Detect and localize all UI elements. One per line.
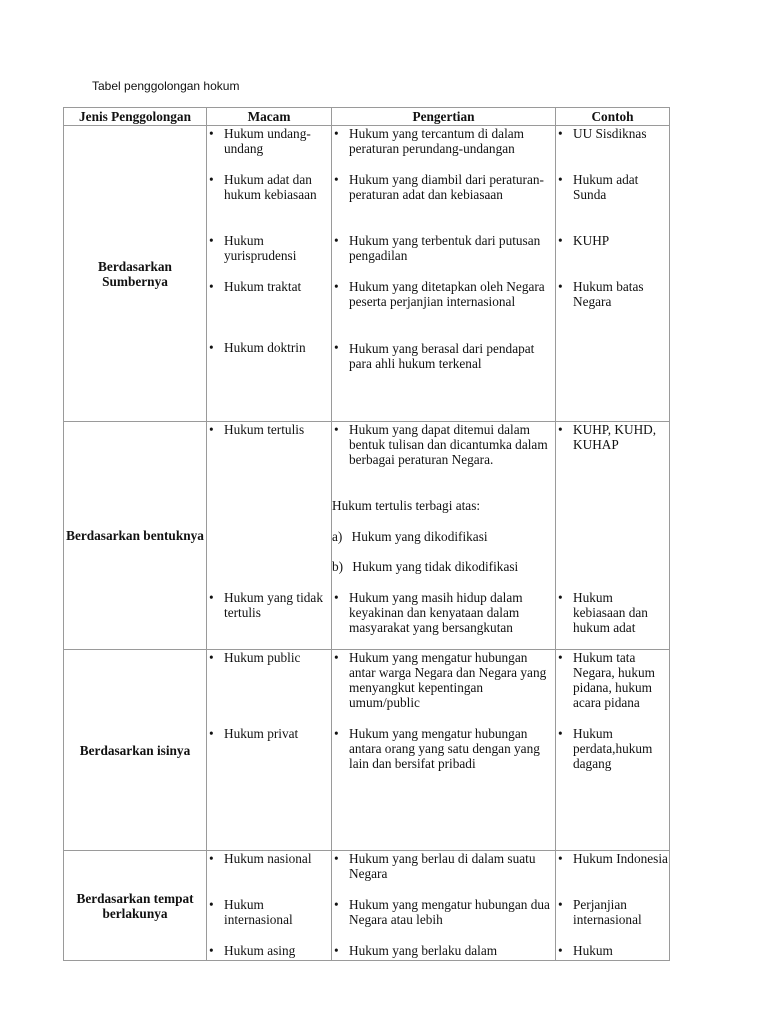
- list-item: • Hukum internasional: [207, 897, 330, 943]
- pengertian-cell: [332, 422, 556, 650]
- note-item: [332, 559, 554, 590]
- list-item: • Hukum nasional: [207, 851, 330, 897]
- list-item: • Hukum kebiasaan dan hukum adat: [556, 590, 668, 635]
- note-marker: a): [332, 529, 343, 544]
- contoh-cell: [556, 851, 670, 961]
- list-item: • Hukum yang berasal dari pendapat para ahli hukum terkenal: [332, 340, 554, 371]
- list-item: • Hukum yang dapat ditemui dalam bentuk tulisan dan dicantumka dalam berbagai peraturan Negara.: [332, 422, 554, 498]
- contoh-cell: [556, 126, 670, 422]
- list-item: • Hukum privat: [207, 726, 330, 741]
- list-item: • Hukum adat Sunda: [556, 172, 668, 233]
- pengertian-cell: [332, 650, 556, 851]
- macam-cell: [207, 422, 332, 650]
- list-item: • Hukum doktrin: [207, 340, 330, 355]
- jenis-cell: Berdasarkan Sumbernya: [64, 126, 207, 422]
- list-item: • Hukum yang diambil dari peraturan-peraturan adat dan kebiasaan: [332, 172, 554, 233]
- list-item: • Hukum yang tercantum di dalam peraturan perundang-undangan: [332, 126, 554, 172]
- note-marker: b): [332, 559, 344, 574]
- list-item: • Hukum yang berlau di dalam suatu Negara: [332, 851, 554, 897]
- list-item: • Hukum perdata,hukum dagang: [556, 726, 668, 771]
- contoh-cell: [556, 422, 670, 650]
- pengertian-cell: [332, 851, 556, 961]
- macam-cell: [207, 126, 332, 422]
- header-contoh: Contoh: [556, 108, 670, 126]
- list-item: • Hukum yang mengatur hubungan antara orang yang satu dengan yang lain dan bersifat pribadi: [332, 726, 554, 771]
- header-jenis: Jenis Penggolongan: [64, 108, 207, 126]
- list-item: • Perjanjian internasional: [556, 897, 668, 943]
- macam-cell: [207, 650, 332, 851]
- list-item: • Hukum yang mengatur hubungan antar warga Negara dan Negara yang menyangkut kepentingan umum/public: [332, 650, 554, 726]
- jenis-cell: Berdasarkan isinya: [64, 650, 207, 851]
- group-row-tempat: [64, 851, 670, 961]
- list-item: • Hukum yurisprudensi: [207, 233, 330, 279]
- list-item: • UU Sisdiknas: [556, 126, 668, 172]
- pengertian-cell: [332, 126, 556, 422]
- list-item: • Hukum public: [207, 650, 330, 726]
- jenis-cell: Berdasarkan tempat berlakunya: [64, 851, 207, 961]
- list-item: • Hukum Indonesia: [556, 851, 668, 897]
- list-item: • Hukum yang tidak tertulis: [207, 590, 330, 620]
- group-row-bentuk: [64, 422, 670, 650]
- list-item: • Hukum tertulis: [207, 422, 330, 590]
- header-pengertian: Pengertian: [332, 108, 556, 126]
- list-item: • Hukum: [556, 943, 668, 958]
- note-intro: Hukum tertulis terbagi atas:: [332, 498, 481, 513]
- list-item: • Hukum undang-undang: [207, 126, 330, 172]
- note-text: Hukum yang dikodifikasi: [351, 529, 488, 544]
- list-item: • Hukum adat dan hukum kebiasaan: [207, 172, 330, 233]
- list-item: • Hukum yang berlaku dalam: [332, 943, 554, 958]
- list-item: • Hukum yang masih hidup dalam keyakinan dan kenyataan dalam masyarakat yang bersangkutan: [332, 590, 554, 635]
- header-row: [64, 108, 670, 126]
- contoh-cell: [556, 650, 670, 851]
- group-row-isi: [64, 650, 670, 851]
- list-item: • Hukum batas Negara: [556, 279, 668, 340]
- list-item: • Hukum tata Negara, hukum pidana, hukum acara pidana: [556, 650, 668, 726]
- header-macam: Macam: [207, 108, 332, 126]
- list-item: • Hukum traktat: [207, 279, 330, 340]
- group-row-sumber: [64, 126, 670, 422]
- macam-cell: [207, 851, 332, 961]
- list-item: • Hukum yang mengatur hubungan dua Negara atau lebih: [332, 897, 554, 943]
- list-item: • KUHP: [556, 233, 668, 279]
- list-item: • KUHP, KUHD, KUHAP: [556, 422, 668, 590]
- list-item: • Hukum yang terbentuk dari putusan pengadilan: [332, 233, 554, 279]
- note-text: Hukum yang tidak dikodifikasi: [352, 559, 519, 574]
- note-item: [332, 529, 554, 559]
- jenis-cell: Berdasarkan bentuknya: [64, 422, 207, 650]
- list-item: • Hukum yang ditetapkan oleh Negara peserta perjanjian internasional: [332, 279, 554, 340]
- classification-table: [63, 107, 670, 961]
- list-item: • Hukum asing: [207, 943, 330, 958]
- page-title: Tabel penggolongan hokum: [92, 79, 240, 93]
